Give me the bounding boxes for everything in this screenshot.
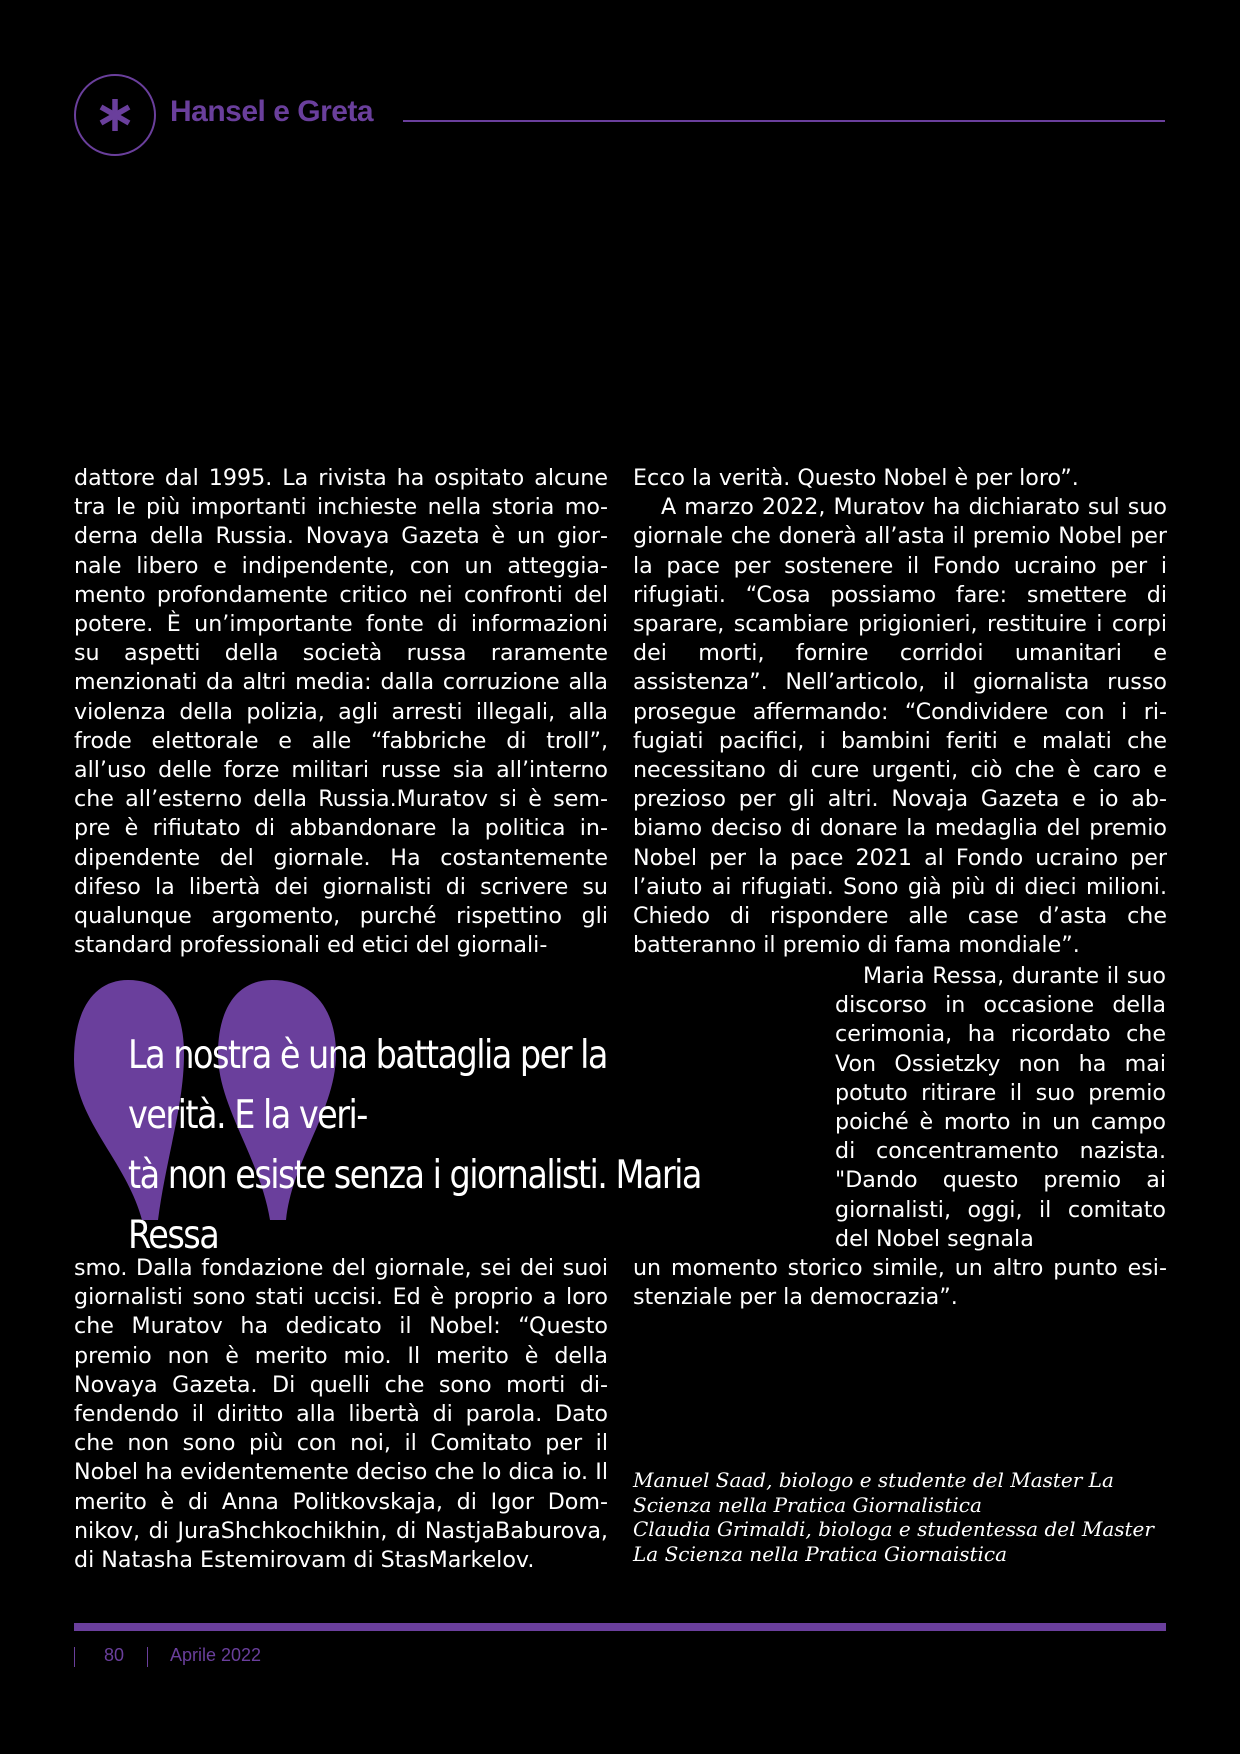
article-paragraph: A marzo 2022, Muratov ha dichiarato sul suo giornale che donerà all’asta il premio Nobel per la pace per sostenere il Fondo ucraino per i rifugiati. “Cosa possiamo fare: smettere di sparare, scambiare prigionieri, restituire i corpi dei morti, fornire corridoi umanitari e assistenza”. Nell’articolo, il giornalista russo prosegue affermando: “Condividere con i rifugiati pacifici, i bambini feriti e malati che necessitano di cure urgenti, ciò che è caro e prezioso per gli altri. Novaja Gazeta e io abbiamo deciso di donare la medaglia del premio Nobel per la pace 2021 al Fondo ucraino per l’aiuto ai rifugiati. Sono già più di dieci milioni. Chiedo di rispondere alle case d’asta che batteranno il premio di fama mondiale”. (633, 494, 1167, 959)
issue-date: Aprile 2022 (170, 1645, 262, 1665)
article-paragraph: smo. Dalla fondazione del giornale, sei dei suoi giornalisti sono stati uccisi. Ed è proprio a loro che Muratov ha dedicato il Nobel: “Questo premio non è merito mio. Il merito è della Novaya Gazeta. Di quelli che sono morti difendendo il diritto alla libertà di parola. Dato che non sono più con noi, il Comitato per il Nobel ha evidentemente deciso che lo dica io. Il merito è di Anna Politkovskaja, di Igor Domnikov, di JuraShchkochikhin, di NastjaBaburova, di Natasha Estemirovam di StasMarkelov. (74, 1255, 608, 1574)
footer-separator (74, 1647, 75, 1667)
article-paragraph: un momento storico simile, un altro punto esistenziale per la democrazia”. (633, 1255, 1167, 1311)
article-column-left-top (74, 464, 608, 960)
author-line: Claudia Grimaldi, biologa e studentessa del Master La Scienza nella Pratica Giornaistica (633, 1517, 1154, 1566)
pull-quote-line: La nostra è una battaglia per la verità. E la veri- (128, 1033, 607, 1138)
author-signature (633, 1468, 1173, 1566)
page-number: 80 (104, 1645, 125, 1665)
header-logo (74, 74, 156, 156)
author-line: Manuel Saad, biologo e studente del Master La Scienza nella Pratica Giornalistica (633, 1468, 1114, 1517)
article-paragraph: Maria Ressa, durante il suo discorso in occasione della cerimonia, ha ricordato che Von Ossietzky non ha mai potuto ritirare il suo premio poiché è morto in un campo di concentramento nazista. "Dando questo premio ai giornalisti, oggi, il comitato del Nobel segnala (835, 963, 1166, 1252)
article-column-right-bottom (633, 1254, 1167, 1312)
article-column-right-top (633, 464, 1167, 960)
footer-divider (74, 1623, 1166, 1631)
pull-quote-line: tà non esiste senza i giornalisti. Maria Ressa (128, 1153, 701, 1258)
article-column-right-wrap (835, 962, 1166, 1254)
article-paragraph: dattore dal 1995. La rivista ha ospitato alcune tra le più importanti inchieste nella storia moderna della Russia. Novaya Gazeta è un giornale libero e indipendente, con un atteggiamento profondamente critico nei confronti del potere. È un’importante fonte di informazioni su aspetti della società russa raramente menzionati da altri media: dalla corruzione alla violenza della polizia, agli arresti illegali, alla frode elettorale e alle “fabbriche di troll”, all’uso delle forze militari russe sia all’interno che all’esterno della Russia.Muratov si è sempre è rifiutato di abbandonare la politica indipendente del giornale. Ha costantemente difeso la libertà dei giornalisti di scrivere su qualunque argomento, purché rispettino gli standard professionali ed etici del giornali- (74, 465, 608, 959)
footer-separator (147, 1647, 148, 1667)
asterisk-icon (95, 95, 135, 135)
pull-quote (128, 1026, 713, 1266)
section-title: Hansel e Greta (170, 95, 374, 128)
article-column-left-bottom (74, 1254, 608, 1575)
article-paragraph: Ecco la verità. Questo Nobel è per loro”. (633, 465, 1079, 491)
header-divider (403, 120, 1165, 122)
